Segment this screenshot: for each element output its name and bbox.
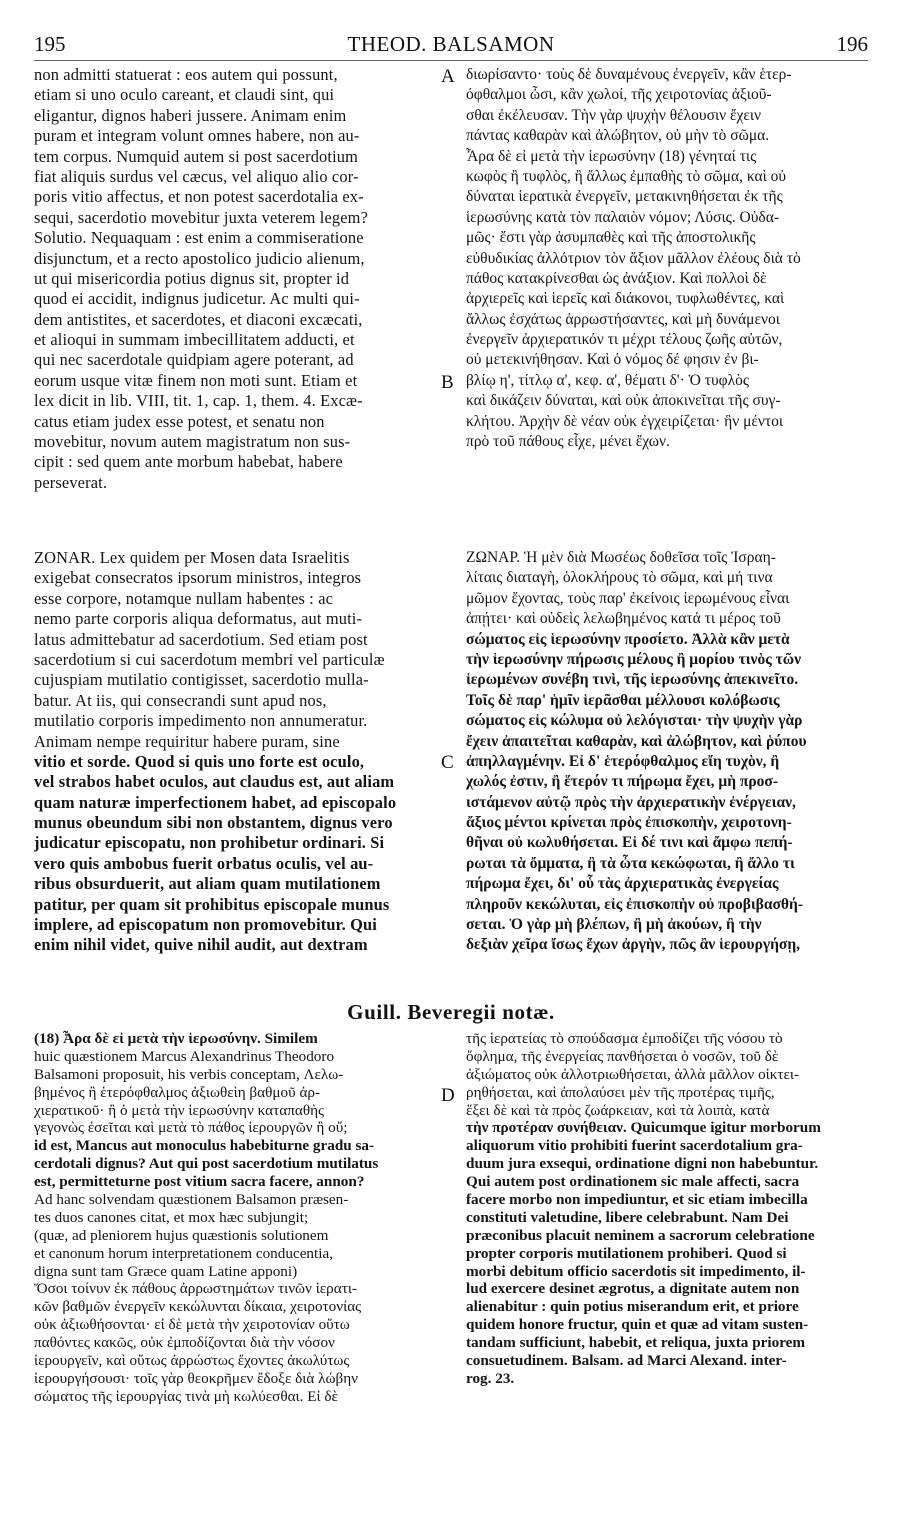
text-line: ὄφλημα, τῆς ἐνεργείας πανθήσεται ὁ νοσῶν, τοῦ δὲ bbox=[466, 1047, 779, 1065]
text-line: tes duos canones citat, et mox hæc subjungit; bbox=[34, 1208, 309, 1226]
text-line: cerdotali dignus? Aut qui post sacerdotium mutilatus bbox=[34, 1155, 379, 1173]
text-line: ἀρχιερεῖς καὶ ἱερεῖς καὶ διάκονοι, τυφλωθέντες, καὶ bbox=[466, 290, 785, 308]
text-line: ZONAR. Lex quidem per Mosen data Israelitis bbox=[34, 548, 350, 567]
text-line: καὶ δικάζειν δύναται, καὶ οὐκ ἀποκινεῖται τῆς συγ- bbox=[466, 392, 781, 410]
text-line: λίταις διαταγὴ, ὁλοκλήρους τὸ σῶμα, καὶ μή τινα bbox=[466, 569, 773, 587]
text-line: όφθαλμοι ὦσι, κἂν χωλοί, τῆς χειροτονίας ἀξιοῦ- bbox=[466, 86, 772, 104]
text-line: Ad hanc solvendam quæstionem Balsamon præsen- bbox=[34, 1191, 349, 1209]
text-line: κωφὸς ἢ τυφλὸς, ἢ ἄλλως ἐμπαθὴς τὸ σῶμα, καὶ οὐ bbox=[466, 167, 787, 185]
text-line: cipit : sed quem ante morbum habebat, habere bbox=[34, 452, 343, 472]
text-line: enim nihil videt, quive nihil audit, aut dextram bbox=[34, 935, 368, 955]
text-line: ἱερωσύνης κατὰ τὸν παλαιὸν νόμον; Λύσις. Οὐδα- bbox=[466, 208, 779, 226]
text-line: ἱερωμένων συνέβη τινὶ, τῆς ἱερωσύνης ἀπεκινεῖτο. bbox=[466, 671, 799, 689]
text-line: οὐ μετεκινήθησαν. Καὶ ὁ νόμος δέ φησιν ἐν βι- bbox=[466, 351, 759, 369]
text-line: δύναται ἱερατικὰ ἐνεργεῖν, μετακινηθήσεται ἐκ τῆς bbox=[466, 188, 783, 206]
text-line: κλήτου. Ἀρχὴν δὲ νέαν οὐκ ἐγχειρίζεται· ἣν μέντοι bbox=[466, 412, 784, 430]
running-title: THEOD. BALSAMON bbox=[347, 32, 555, 56]
text-line: nemo parte corporis aliqua deformatus, aut muti- bbox=[34, 609, 363, 629]
text-line: πάντας καθαρὰν καὶ ἀλώβητον, οὐ μὴν τὸ σῶμα. bbox=[466, 127, 770, 145]
text-line: eorum usque vitæ finem non moti sunt. Etiam et bbox=[34, 370, 358, 390]
text-line: χιερατικοῦ· ἢ ὁ μετὰ τὴν ἱερωσύνην καταπαθὴς bbox=[34, 1101, 325, 1119]
text-line: ἱερουργήσουσι· τοῖς γὰρ θεοκρῆμεν ἔδοξε διὰ λώβην bbox=[34, 1369, 359, 1387]
text-line: οὐκ ἀξιωθήσονται· εἰ δὲ μετὰ τὴν χειροτονίαν οὕτω bbox=[34, 1316, 350, 1334]
text-line: Ὅσοι τοίνυν ἐκ πάθους ἀρρωστημάτων τινῶν ἱερατι- bbox=[34, 1280, 357, 1298]
text-line: ἐνεργεῖν ἀρχιερατικόν τι μέχρι τέλους ζωῆς αὐτῶν, bbox=[466, 331, 783, 349]
text-line: γεγονὼς ἐσεῖται καὶ μετὰ τὸ πάθος ἱερουργῶν ἢ οὔ; bbox=[34, 1119, 348, 1137]
notes-column-right bbox=[466, 1030, 876, 1388]
text-line: fiat aliquis surdus vel cæcus, vel aliquo alio cor- bbox=[34, 166, 359, 186]
text-line: Ἆρα δὲ εἰ μετὰ τὴν ἱερωσύνην (18) γένηταί τις bbox=[466, 147, 757, 165]
latin-text-lower bbox=[34, 548, 436, 956]
greek-text-upper bbox=[466, 65, 876, 452]
text-line: facere morbo non impediuntur, et sic etiam imbecilla bbox=[466, 1191, 808, 1209]
text-line: mutilatio corporis impedimento non annumeratur. bbox=[34, 711, 368, 731]
text-line: aliquorum vitio prohibiti fuerint sacerdotalium gra- bbox=[466, 1137, 803, 1155]
text-line: alienabitur : quin potius miserandum erit, et priore bbox=[466, 1298, 799, 1316]
right-page-number: 196 bbox=[836, 32, 868, 56]
text-line: Solutio. Nequaquam : est enim a commiseratione bbox=[34, 228, 364, 248]
text-line: ἱερουργεῖν, καὶ οὕτως ἀρρώστως ἔχοντες ἀκωλύτως bbox=[34, 1352, 350, 1370]
text-line: ἕξει δὲ καὶ τὰ πρὸς ζωάρκειαν, καὶ τὰ λοιπὰ, κατὰ bbox=[466, 1101, 770, 1119]
text-line: non admitti statuerat : eos autem qui possunt, bbox=[34, 65, 338, 84]
text-line: disjunctum, et a recto apostolico judicio alienum, bbox=[34, 248, 365, 268]
text-line: ἀπῄτει· καὶ οὐδεὶς λελωβημένος κατά τι μέρος τοῦ bbox=[466, 610, 781, 628]
latin-text-upper bbox=[34, 65, 436, 493]
text-line: Balsamoni proposuit, his verbis conceptam, Λελω- bbox=[34, 1065, 344, 1083]
text-line: quidem honore fructur, quin et quæ ad vitam susten- bbox=[466, 1316, 809, 1334]
text-line: sequi, sacerdotio movebitur juxta veterem legem? bbox=[34, 207, 368, 227]
text-line: τὴν προτέραν συνήθειαν. Quicumque igitur morborum bbox=[466, 1119, 821, 1137]
text-line: σθαι ἐκέλευσαν. Τὴν γὰρ ψυχὴν θέλουσιν ἔχειν bbox=[466, 106, 762, 124]
text-line: βλίῳ η', τίτλῳ α', κεφ. α', θέματι δ'· Ὁ τυφλὸς bbox=[466, 371, 750, 389]
text-line: qui nec sacerdotale quidpiam agere poterant, ad bbox=[34, 350, 354, 370]
text-line: catus etiam judex esse potest, et senatu non bbox=[34, 411, 325, 431]
text-line: δεξιὰν χεῖρα ἴσως ἔχων ἀργὴν, πῶς ἂν ἱερουργήσῃ, bbox=[466, 936, 801, 954]
text-line: sacerdotium si cui sacerdotum membri vel particulæ bbox=[34, 649, 385, 669]
text-line: rog. 23. bbox=[466, 1369, 515, 1387]
text-line: exigebat consecratos ipsorum ministros, integros bbox=[34, 568, 362, 588]
text-line: ιστάμενον αὐτῷ πρὸς τὴν ἀρχιερατικὴν ἐνέργειαν, bbox=[466, 793, 796, 811]
text-line: quam naturæ imperfectionem habet, ad episcopalo bbox=[34, 792, 397, 812]
text-line: πρὸ τοῦ πάθους εἶχε, μένει ἔχων. bbox=[466, 433, 670, 451]
text-line: movebitur, novum autem magistratum non sus- bbox=[34, 432, 351, 452]
text-line: μῶμον ἔχοντας, τοὺς παρ' ἐκείνοις ἱερωμένους εἶναι bbox=[466, 589, 790, 607]
margin-marker-a: A bbox=[441, 66, 455, 87]
text-line: quod ei accidit, indignus judicetur. Ac multi qui- bbox=[34, 289, 360, 309]
text-line: (18) Ἆρα δὲ εἰ μετὰ τὴν ἱερωσύνην. Similem bbox=[34, 1030, 318, 1047]
text-line: munus obeundum sibi non obstantem, dignus vero bbox=[34, 813, 393, 833]
notes-heading: Guill. Beveregii notæ. bbox=[347, 1000, 555, 1024]
notes-column-left bbox=[34, 1030, 436, 1406]
text-line: dem antistites, et sacerdotes, et diaconi excæcati, bbox=[34, 309, 363, 329]
text-line: perseverat. bbox=[34, 472, 108, 492]
text-line: implere, ad episcopatum non promovebitur. Qui bbox=[34, 915, 377, 935]
text-line: vero quis ambobus fuerit orbatus oculis, vel au- bbox=[34, 853, 374, 873]
text-line: σώματος εἰς κώλυμα οὐ λελόγισται· τὴν ψυχὴν γὰρ bbox=[466, 712, 803, 730]
text-line: poris vitio affectus, et non potest sacerdotalia ex- bbox=[34, 187, 364, 207]
text-line: patitur, per quam sit prohibitus episcopale munus bbox=[34, 894, 390, 914]
text-line: et alioqui in summam imbecillitatem adducti, et bbox=[34, 330, 355, 350]
text-line: propter corporis mutilationem prohiberi. Quod si bbox=[466, 1244, 787, 1262]
text-line: πάθος κατακρίνεσθαι ὡς ἀνάξιον. Καὶ πολλοὶ δὲ bbox=[466, 269, 767, 287]
text-line: tem corpus. Numquid autem si post sacerdotium bbox=[34, 146, 359, 166]
margin-marker-b: B bbox=[441, 372, 454, 393]
text-line: esse corpore, notamque nullam habentes : ac bbox=[34, 588, 334, 608]
text-line: ἄξιος μέντοι κρίνεται πρὸς ἐπισκοπὴν, χειροτονη- bbox=[466, 814, 792, 832]
text-line: ΖΩΝΑΡ. Ἡ μὲν διὰ Μωσέως δοθεῖσα τοῖς Ἰσραη- bbox=[466, 549, 776, 566]
text-line: κῶν βαθμῶν ἐνεργεῖν κεκώλυνται δίκαια, χειροτονίας bbox=[34, 1298, 362, 1316]
text-line: vel strabos habet oculos, aut claudus est, aut aliam bbox=[34, 772, 395, 792]
text-line: ρωται τὰ ὄμματα, ἢ τὰ ὦτα κεκώφωται, ἢ ἄλλο τι bbox=[466, 854, 795, 872]
text-line: ἀξιώματος οὐκ ἀλλοτριωθήσεται, ἀλλὰ μᾶλλον οἰκτει- bbox=[466, 1065, 800, 1083]
greek-text-lower bbox=[466, 548, 876, 956]
text-line: cujuspiam mutilatio contigisset, sacerdotio mulla- bbox=[34, 670, 369, 690]
text-line: τῆς ἱερατείας τὸ σπούδασμα ἐμποδίζει τῆς νόσου τὸ bbox=[466, 1030, 783, 1047]
text-line: lex dicit in lib. VIII, tit. 1, cap. 1, them. 4. Excæ- bbox=[34, 391, 363, 411]
text-line: πήρωμα ἔχει, δι' οὗ τὰς ἀρχιερατικὰς ἐνεργείας bbox=[466, 875, 779, 893]
text-line: σώματος εἰς ἱερωσύνην προσίετο. Ἀλλὰ κἂν μετὰ bbox=[466, 630, 790, 648]
text-line: est, permitteturne post vitium sacra facere, annon? bbox=[34, 1173, 365, 1191]
text-line: constituti valetudine, libere celebrabunt. Nam Dei bbox=[466, 1208, 789, 1226]
text-line: Qui autem post ordinationem sic male affecti, sacra bbox=[466, 1173, 800, 1191]
margin-marker-d: D bbox=[441, 1085, 455, 1106]
text-line: duum jura exsequi, ordinatione digni non habebuntur. bbox=[466, 1155, 819, 1173]
text-line: consuetudinem. Balsam. ad Marci Alexand. inter- bbox=[466, 1352, 787, 1370]
text-line: etiam si uno oculo careant, et claudi sint, qui bbox=[34, 85, 335, 105]
text-line: σώματος τῆς ἱερουργίας τινὰ μὴ κωλύεσθαι. Εἰ δὲ bbox=[34, 1387, 338, 1405]
text-line: ἀπηλλαγμένην. Εἰ δ' ἑτερόφθαλμος εἴη τυχὸν, ἢ bbox=[466, 752, 780, 770]
text-line: θῆναι οὐ κωλυθήσεται. Εἰ δέ τινι καὶ ἄμφω πεπή- bbox=[466, 834, 793, 852]
text-line: ἄλλως ἐσχάτως ἀρρωστήσαντες, καὶ μὴ δυνάμενοι bbox=[466, 310, 780, 328]
text-line: ἔχειν ἀπαιτεῖται καθαρὰν, καὶ ἀλώβητον, καὶ ῥύπου bbox=[466, 732, 807, 750]
text-line: judicatur episcopatu, non prohibetur ordinari. Si bbox=[34, 833, 385, 853]
text-line: digna sunt tam Græce quam Latine apponi) bbox=[34, 1262, 298, 1280]
text-line: ρηθήσεται, καὶ ἀπολαύσει μὲν τῆς προτέρας τιμῆς, bbox=[466, 1083, 775, 1101]
text-line: præconibus placuit neminem a sacrorum celebratione bbox=[466, 1226, 815, 1244]
text-line: (quæ, ad pleniorem hujus quæstionis solutionem bbox=[34, 1226, 329, 1244]
text-line: lud exercere desinet ægrotus, a dignitate autem non bbox=[466, 1280, 800, 1298]
text-line: puram et integram volunt omnes habere, non au- bbox=[34, 126, 360, 146]
text-line: morbi debitum officio sacerdotis sit impedimento, il- bbox=[466, 1262, 806, 1280]
text-line: παθόντες κακῶς, οὐκ ἐμποδίζονται διὰ τὴν νόσον bbox=[34, 1334, 335, 1352]
text-line: ribus obsurduerit, aut aliam quam mutilationem bbox=[34, 874, 381, 894]
margin-marker-c: C bbox=[441, 752, 454, 773]
text-line: latus admittebatur ad sacerdotium. Sed etiam post bbox=[34, 629, 368, 649]
text-line: batur. At iis, qui consecrandi sunt apud nos, bbox=[34, 690, 327, 710]
text-line: τὴν ἱερωσύνην πήρωσις μέλους ἢ μορίου τινὸς τῶν bbox=[466, 650, 802, 668]
text-line: βημένος ἢ ἑτερόφθαλμος ἀξιωθεὶη βαθμοῦ ἀρ- bbox=[34, 1083, 321, 1101]
text-line: tandam sufficiunt, habebit, et reliqua, juxta priorem bbox=[466, 1334, 806, 1352]
text-line: Τοῖς δὲ παρ' ἡμῖν ἱερᾶσθαι μέλλουσι κολόβωσις bbox=[466, 691, 780, 709]
text-line: εὐθυδικίας ἀλλότριον τὸν ἄξιον μᾶλλον ἐλέους διὰ τὸ bbox=[466, 249, 801, 267]
text-line: vitio et sorde. Quod si quis uno forte est oculo, bbox=[34, 751, 365, 771]
text-line: σεται. Ὁ γὰρ μὴ βλέπων, ἢ μὴ ἀκούων, ἢ τὴν bbox=[466, 916, 762, 934]
text-line: Animam nempe requiritur habere puram, sine bbox=[34, 731, 340, 751]
text-line: huic quæstionem Marcus Alexandrinus Theodoro bbox=[34, 1047, 335, 1065]
text-line: μῶς· ἔστι γὰρ ἀσυμπαθὲς καὶ τῆς ἀποστολικῆς bbox=[466, 229, 756, 247]
header-rule bbox=[34, 60, 868, 61]
text-line: διωρίσαντο· τοὺς δὲ δυναμένους ἐνεργεῖν, κἂν ἑτερ- bbox=[466, 66, 792, 83]
text-line: et canonum horum interpretationem conducentia, bbox=[34, 1244, 334, 1262]
text-line: ut qui misericordia potius dignus sit, propter id bbox=[34, 268, 350, 288]
text-line: χωλός ἐστιν, ἢ ἕτερόν τι πήρωμα ἔχει, μὴ προσ- bbox=[466, 773, 779, 791]
text-line: id est, Mancus aut monoculus habebiturne gradu sa- bbox=[34, 1137, 375, 1155]
left-page-number: 195 bbox=[34, 32, 66, 56]
text-line: eligantur, dignos haberi jussere. Animam enim bbox=[34, 105, 347, 125]
text-line: πληροῦν κεκώλυται, εἰς ἐπισκοπὴν οὐ προβιβασθή- bbox=[466, 895, 803, 913]
